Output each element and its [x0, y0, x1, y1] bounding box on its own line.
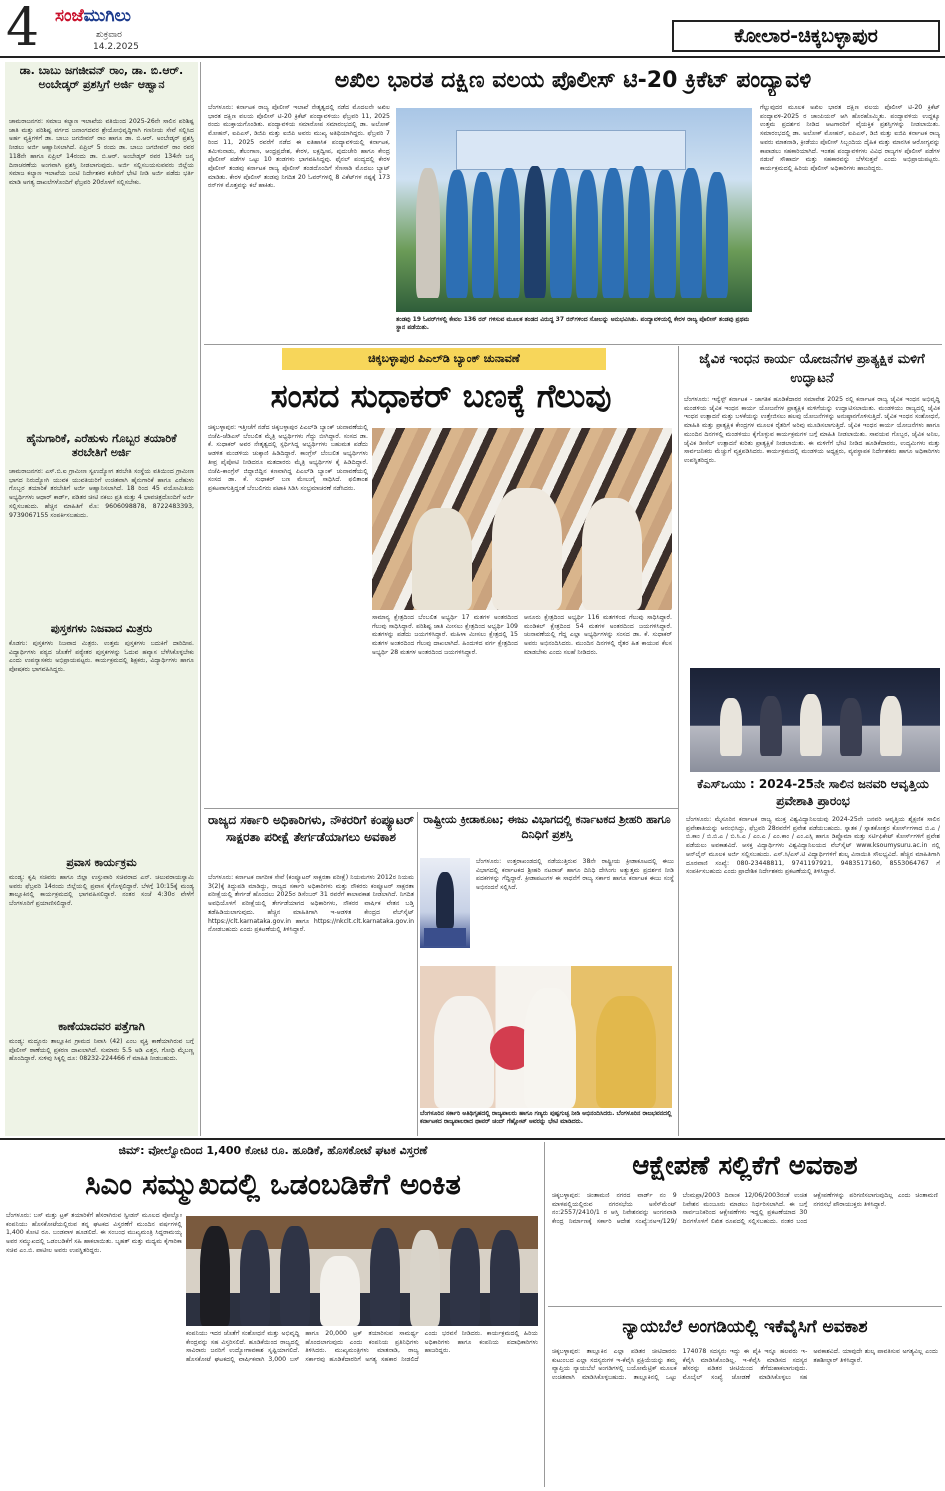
section-divider [204, 344, 942, 345]
cricket-photo-caption: ತಂಡವು 19 ಓವರ್‌ಗಳಲ್ಲಿ ಕೇವಲ 136 ರನ್ ಗಳಿಸುವ ಮೂಲಕ ತಂಡದ ವಿರುದ್ಧ 37 ರನ್‌ಗಳಿಂದ ಸೋಲನ್ನು ಅನುಭವಿಸಿತು. ಪಂದ್ಯಾವಳಿಯಲ್ಲಿ ಕೇರಳ ರಾಜ್ಯ ಪೊಲೀಸ್ ತಂಡವು ಪ್ರಥಮ ಸ್ಥಾನ ಪಡೆಯಿತು. [396, 316, 750, 331]
bank-headline: ಸಂಸದ ಸುಧಾಕರ್ ಬಣಕ್ಕೆ ಗೆಲುವು [270, 377, 612, 415]
ksou-body: ಬೆಂಗಳೂರು: ಮೈಸೂರಿನ ಕರ್ನಾಟಕ ರಾಜ್ಯ ಮುಕ್ತ ವಿಶ್ವವಿದ್ಯಾನಿಲಯವು 2024-25ನೇ ಜನವರಿ ಆವೃತ್ತಿಯ ಶೈಕ್ಷಣಿಕ ಸಾಲಿನ ಪ್ರವೇಶಾತಿಯನ್ನು ಆರಂಭಿಸಿದ್ದು, ಫೆಬ್ರವರಿ 28ರವರೆಗೆ ಪ್ರವೇಶ ಪಡೆಯಬಹುದು. ಸ್ನಾತಕ / ಸ್ನಾತಕೋತ್ತರ ಕೋರ್ಸ್‌ಗಳಾದ ಬಿ.ಎ / ಬಿ.ಕಾಂ / ಬಿ.ಬಿ.ಎ / ಬಿ.ಸಿ.ಎ / ಎಂ.ಎ / ಎಂ.ಕಾಂ / ಎಂ.ಎಸ್ಸಿ ಹಾಗೂ ಡಿಪ್ಲೊಮಾ ಮತ್ತು ಸರ್ಟಿಫಿಕೇಟ್ ಕೋರ್ಸ್‌ಗಳಿಗೆ ಪ್ರವೇಶ ಪಡೆಯಲು ಅವಕಾಶವಿದೆ. ಆಸಕ್ತ ವಿದ್ಯಾರ್ಥಿಗಳು ವಿಶ್ವವಿದ್ಯಾನಿಲಯದ ವೆಬ್‌ಸೈಟ್ www.ksoumysuru.ac.in ನಲ್ಲಿ ಆನ್‌ಲೈನ್ ಮೂಲಕ ಅರ್ಜಿ ಸಲ್ಲಿಸಬಹುದು. ಎಸ್.ಸಿ/ಎಸ್.ಟಿ ವಿದ್ಯಾರ್ಥಿಗಳಿಗೆ ಶುಲ್ಕ ವಿನಾಯಿತಿ ಸೌಲಭ್ಯವಿದೆ. ಹೆಚ್ಚಿನ ಮಾಹಿತಿಗಾಗಿ ದೂರವಾಣಿ ಸಂಖ್ಯೆ: 080-23448811, 9741197921, 9483517160, 8553064767 ಗೆ ಸಂಪರ್ಕಿಸಬಹುದು ಎಂದು ಪ್ರಾದೇಶಿಕ ನಿರ್ದೇಶಕರು ಪ್ರಕಟಣೆಯಲ್ಲಿ ತಿಳಿಸಿದ್ದಾರೆ. [686, 816, 940, 876]
left-story1-body: ಚಾಮರಾಜನಗರ: ಸಮಾಜ ಕಲ್ಯಾಣ ಇಲಾಖೆಯ ವತಿಯಿಂದ 2025-26ನೇ ಸಾಲಿನ ಪರಿಶಿಷ್ಟ ಜಾತಿ ಮತ್ತು ಪರಿಶಿಷ್ಟ ವರ್ಗದ ಜನಾಂಗದವರ ಶ್ರೇಯೋಭಿವೃದ್ಧಿಗಾಗಿ ಗಣನೀಯ ಸೇವೆ ಸಲ್ಲಿಸಿದ ಅರ್ಹ ವ್ಯಕ್ತಿಗಳಿಗೆ ಡಾ. ಬಾಬು ಜಗಜೀವನ್ ರಾಂ ಹಾಗೂ ಡಾ. ಬಿ.ಆರ್. ಅಂಬೇಡ್ಕರ್ ಪ್ರಶಸ್ತಿ ನೀಡಲು ಅರ್ಜಿ ಆಹ್ವಾನಿಸಲಾಗಿದೆ. ಏಪ್ರಿಲ್ 5 ರಂದು ಡಾ. ಬಾಬು ಜಗಜೀವನ್ ರಾಂ ರವರ 118ನೇ ಹಾಗೂ ಏಪ್ರಿಲ್ 14ರಂದು ಡಾ. ಬಿ.ಆರ್. ಅಂಬೇಡ್ಕರ್ ರವರ 134ನೇ ಜನ್ಮ ದಿನಾಚರಣೆಯ ಅಂಗವಾಗಿ ಪ್ರಶಸ್ತಿ ನೀಡಲಾಗುವುದು. ಅರ್ಜಿ ಸಲ್ಲಿಸಬಯಸುವವರು ಜಿಲ್ಲೆಯ ಸಮಾಜ ಕಲ್ಯಾಣ ಇಲಾಖೆಯ ಜಂಟಿ ನಿರ್ದೇಶಕರ ಕಚೇರಿಗೆ ಭೇಟಿ ನೀಡಿ ಅರ್ಜಿ ಪಡೆದು ಭರ್ತಿ ಮಾಡಿ ಅಗತ್ಯ ದಾಖಲೆಗಳೊಂದಿಗೆ ಫೆಬ್ರವರಿ 20ರೊಳಗೆ ಸಲ್ಲಿಸಬೇಕು. [9, 118, 194, 186]
volvo-body-left: ಬೆಂಗಳೂರು: ಬಸ್ ಮತ್ತು ಟ್ರಕ್ ತಯಾರಿಕೆಗೆ ಹೆಸರಾಗಿರುವ ಸ್ವೀಡನ್ ಮೂಲದ ವೋಲ್ವೋ ಕಂಪನಿಯು ಹೊಸಕೋಟೆಯಲ್ಲಿರುವ ತನ್ನ ಘಟಕದ ವಿಸ್ತರಣೆಗೆ ಮುಂದಿನ ವರ್ಷಗಳಲ್ಲಿ 1,400 ಕೋಟಿ ರೂ. ಬಂಡವಾಳ ಹೂಡಲಿದೆ. ಈ ಸಂಬಂಧ ಮುಖ್ಯಮಂತ್ರಿ ಸಿದ್ದರಾಮಯ್ಯ ಅವರ ಸಮ್ಮುಖದಲ್ಲಿ ಒಡಂಬಡಿಕೆಗೆ ಸಹಿ ಹಾಕಲಾಯಿತು. ಬೃಹತ್ ಮತ್ತು ಮಧ್ಯಮ ಕೈಗಾರಿಕಾ ಸಚಿವ ಎಂ.ಬಿ. ಪಾಟೀಲ ಅವರು ಉಪಸ್ಥಿತರಿದ್ದರು. [6, 1212, 182, 1254]
top-story-headline: ಅಖಿಲ ಭಾರತ ದಕ್ಷಿಣ ವಲಯ ಪೊಲೀಸ್ ಟಿ-20 ಕ್ರಿಕೆಟ್ ಪಂದ್ಯಾವಳಿ [334, 68, 812, 93]
governor-photo-caption: ಬೆಂಗಳೂರಿನ ಸರ್ಕಾರಿ ಅತಿಥಿಗೃಹದಲ್ಲಿ ರಾಜ್ಯಪಾಲರು ಹಾಗೂ ಗಣ್ಯರು ಪುಷ್ಪಗುಚ್ಛ ನೀಡಿ ಅಭಿನಂದಿಸಿದರು. ಬೆಂಗಳೂರಿನ ರಾಜಭವನದಲ್ಲಿ ಕರ್ನಾಟಕದ ರಾಜ್ಯಪಾಲರಾದ ಥಾವರ್ ಚಂದ್ ಗೆಹ್ಲೋಟ್ ಅವರನ್ನು ಭೇಟಿ ಮಾಡಿದರು. [420, 1110, 672, 1125]
issue-date: 14.2.2025 [93, 42, 139, 52]
swimming-headline: ರಾಷ್ಟ್ರೀಯ ಕ್ರೀಡಾಕೂಟ; ಈಜು ವಿಭಾಗದಲ್ಲಿ ಕರ್ನಾಟಕದ ಶ್ರೀಹರಿ ಹಾಗೂ ದಿನಿಧಿಗೆ ಪ್ರಶಸ್ತಿ [423, 813, 671, 841]
left-story1-headline: ಡಾ. ಬಾಬು ಜಗಜೀವನ್ ರಾಂ, ಡಾ. ಬಿ.ಆರ್. ಅಂಬೇಡ್ಕರ್ ಪ್ರಶಸ್ತಿಗೆ ಅರ್ಜಿ ಆಹ್ವಾನ [19, 64, 184, 91]
column-divider [544, 1142, 545, 1487]
ration-ekyc-headline: ನ್ಯಾಯಬೆಲೆ ಅಂಗಡಿಯಲ್ಲಿ ಇಕೆವೈಸಿಗೆ ಅವಕಾಶ [622, 1317, 868, 1337]
newspaper-name-part1: ಸಂಜೆ [55, 6, 84, 26]
left-story3-body: ಕೊಡಗು: ಪುಸ್ತಕಗಳು ನಿಜವಾದ ಮಿತ್ರರು. ಉತ್ತಮ ಪುಸ್ತಕಗಳು ಬದುಕಿಗೆ ದಾರಿದೀಪ. ವಿದ್ಯಾರ್ಥಿಗಳು ಪಠ್ಯದ ಜೊತೆಗೆ ಪಠ್ಯೇತರ ಪುಸ್ತಕಗಳನ್ನು ಓದುವ ಹವ್ಯಾಸ ಬೆಳೆಸಿಕೊಳ್ಳಬೇಕು ಎಂದು ಉಪನ್ಯಾಸಕರು ಅಭಿಪ್ರಾಯಪಟ್ಟರು. ಕಾರ್ಯಕ್ರಮದಲ್ಲಿ ಶಿಕ್ಷಕರು, ವಿದ್ಯಾರ್ಥಿಗಳು ಹಾಗೂ ಪೋಷಕರು ಭಾಗವಹಿಸಿದ್ದರು. [9, 640, 194, 674]
ration-ekyc-body: ಚಿಕ್ಕಬಳ್ಳಾಪುರ: ತಾಲ್ಲೂಕಿನ ಎಲ್ಲಾ ಪಡಿತರ ಚೀಟಿದಾರರು ಕುಟುಂಬದ ಎಲ್ಲಾ ಸದಸ್ಯರುಗಳ ಇ-ಕೆವೈಸಿ ಪ್ರಕ್ರಿಯೆಯನ್ನು ತಮ್ಮ ವ್ಯಾಪ್ತಿಯ ನ್ಯಾಯಬೆಲೆ ಅಂಗಡಿಗಳಲ್ಲಿ ಬಯೋಮೆಟ್ರಿಕ್ ಮೂಲಕ ಉಚಿತವಾಗಿ ಮಾಡಿಸಿಕೊಳ್ಳಬಹುದು. ತಾಲ್ಲೂಕಿನಲ್ಲಿ ಒಟ್ಟು 174078 ಸದಸ್ಯರು ಇದ್ದು ಈ ಪೈಕಿ ಇನ್ನೂ ಹಲವರು ಇ-ಕೆವೈಸಿ ಮಾಡಿಸಿಕೊಂಡಿಲ್ಲ. ಇ-ಕೆವೈಸಿ ಮಾಡಿಸದ ಸದಸ್ಯರ ಹೆಸರನ್ನು ಪಡಿತರ ಚೀಟಿಯಿಂದ ತೆಗೆದುಹಾಕಲಾಗುವುದು. ಮೊಬೈಲ್ ಸಂಖ್ಯೆ ಜೋಡಣೆ ಮಾಡಿಸಿಕೊಳ್ಳಲು ಸಹ ಅವಕಾಶವಿದೆ. ಯಾವುದೇ ಶುಲ್ಕ ಪಾವತಿಸುವ ಅಗತ್ಯವಿಲ್ಲ ಎಂದು ತಹಶೀಲ್ದಾರ್ ತಿಳಿಸಿದ್ದಾರೆ. [552, 1348, 938, 1382]
issue-day: ಶುಕ್ರವಾರ [96, 30, 122, 40]
column-divider [417, 812, 418, 1136]
left-story2-headline: ಹೈನುಗಾರಿಕೆ, ಎರೆಹುಳು ಗೊಬ್ಬರ ತಯಾರಿಕೆ ತರಬೇತಿಗೆ ಅರ್ಜಿ [26, 432, 177, 459]
cricket-team-photo [396, 108, 752, 312]
left-story5-headline: ಕಾಣೆಯಾದವರ ಪತ್ತೆಗಾಗಿ [58, 1020, 145, 1033]
region-banner: ಕೋಲಾರ-ಚಿಕ್ಕಬಳ್ಳಾಪುರ [672, 20, 940, 52]
swimming-body: ಬೆಂಗಳೂರು: ಉತ್ತರಾಖಂಡದಲ್ಲಿ ನಡೆಯುತ್ತಿರುವ 38ನೇ ರಾಷ್ಟ್ರೀಯ ಕ್ರೀಡಾಕೂಟದಲ್ಲಿ ಈಜು ವಿಭಾಗದಲ್ಲಿ ಕರ್ನಾಟಕದ ಶ್ರೀಹರಿ ನಟರಾಜ್ ಹಾಗೂ ದಿನಿಧಿ ದೇಸಿಂಗು ಅತ್ಯುತ್ತಮ ಪ್ರದರ್ಶನ ನೀಡಿ ಪದಕಗಳನ್ನು ಗೆದ್ದಿದ್ದಾರೆ. ಕ್ರೀಡಾಪಟುಗಳ ಈ ಸಾಧನೆಗೆ ರಾಜ್ಯ ಸರ್ಕಾರ ಹಾಗೂ ಕರ್ನಾಟಕ ಈಜು ಸಂಸ್ಥೆ ಅಭಿನಂದನೆ ಸಲ್ಲಿಸಿದೆ. [476, 858, 674, 892]
governor-meeting-photo [420, 966, 672, 1108]
computer-literacy-body: ಬೆಂಗಳೂರು: ಕರ್ನಾಟಕ ನಾಗರೀಕ ಸೇವೆ (ಕಂಪ್ಯೂಟರ್ ಸಾಕ್ಷರತಾ ಪರೀಕ್ಷೆ) ನಿಯಮಗಳು 2012ರ ನಿಯಮ 3(2)ಕ್ಕೆ ತಿದ್ದುಪಡಿ ಮಾಡಿದ್ದು, ರಾಜ್ಯದ ಸರ್ಕಾರಿ ಅಧಿಕಾರಿಗಳು ಮತ್ತು ನೌಕರರು ಕಂಪ್ಯೂಟರ್ ಸಾಕ್ಷರತಾ ಪರೀಕ್ಷೆಯಲ್ಲಿ ತೇರ್ಗಡೆ ಹೊಂದಲು 2025ರ ಡಿಸೆಂಬರ್ 31 ರವರೆಗೆ ಕಾಲಾವಕಾಶ ನೀಡಲಾಗಿದೆ. ನಿಗದಿತ ಅವಧಿಯೊಳಗೆ ಪರೀಕ್ಷೆಯಲ್ಲಿ ತೇರ್ಗಡೆಯಾಗದ ಅಧಿಕಾರಿಗಳು, ನೌಕರರ ವಾರ್ಷಿಕ ವೇತನ ಬಡ್ತಿ ತಡೆಹಿಡಿಯಲಾಗುವುದು. ಹೆಚ್ಚಿನ ಮಾಹಿತಿಗಾಗಿ ಇ-ಆಡಳಿತ ಕೇಂದ್ರದ ವೆಬ್‌ಸೈಟ್ https://clt.karnataka.gov.in ಹಾಗೂ https://nkclt.clt.karnataka.gov.in ನೋಡಬಹುದು ಎಂದು ಪ್ರಕಟಣೆಯಲ್ಲಿ ತಿಳಿಸಿದ್ದಾರೆ. [208, 874, 414, 934]
page-section-divider [0, 1138, 945, 1140]
newspaper-name [55, 6, 131, 26]
volvo-kicker: ಜಿಮ್: ವೋಲ್ವೋದಿಂದ 1,400 ಕೋಟಿ ರೂ. ಹೂಡಿಕೆ, ಹೊಸಕೋಟೆ ಘಟಕ ವಿಸ್ತರಣೆ [118, 1144, 428, 1157]
biofuel-inauguration-photo [690, 668, 940, 772]
left-story5-body: ಮಂಡ್ಯ: ಮದ್ದೂರು ತಾಲ್ಲೂಕಿನ ಗ್ರಾಮದ ನಿವಾಸಿ (42) ಎಂಬ ವ್ಯಕ್ತಿ ಕಾಣೆಯಾಗಿರುವ ಬಗ್ಗೆ ಪೊಲೀಸ್ ಠಾಣೆಯಲ್ಲಿ ಪ್ರಕರಣ ದಾಖಲಾಗಿದೆ. ಸುಮಾರು 5.5 ಅಡಿ ಎತ್ತರ, ಗೋಧಿ ಮೈಬಣ್ಣ ಹೊಂದಿದ್ದಾರೆ. ಸುಳಿವು ಸಿಕ್ಕಲ್ಲಿ ದೂ: 08232-224466 ಗೆ ಮಾಹಿತಿ ನೀಡಬಹುದು. [9, 1038, 194, 1063]
bank-body-left: ಚಿಕ್ಕಬಳ್ಳಾಪುರ: ಇತ್ತೀಚೆಗೆ ನಡೆದ ಚಿಕ್ಕಬಳ್ಳಾಪುರ ಪಿಎಲ್‌ಡಿ ಬ್ಯಾಂಕ್ ಚುನಾವಣೆಯಲ್ಲಿ ಬಿಜೆಪಿ-ಜೆಡಿಎಸ್ ಬೆಂಬಲಿತ ಮೈತ್ರಿ ಅಭ್ಯರ್ಥಿಗಳು ಗೆದ್ದು ಬೀಗಿದ್ದಾರೆ. ಸಂಸದ ಡಾ. ಕೆ. ಸುಧಾಕರ್ ಅವರ ನೇತೃತ್ವದಲ್ಲಿ ಸ್ಪರ್ಧಿಸಿದ್ದ ಅಭ್ಯರ್ಥಿಗಳು ಬಹುಮತ ಪಡೆದು ಆಡಳಿತ ಮಂಡಳಿಯ ಚುಕ್ಕಾಣಿ ಹಿಡಿದಿದ್ದಾರೆ. ಕಾಂಗ್ರೆಸ್ ಬೆಂಬಲಿತ ಅಭ್ಯರ್ಥಿಗಳು ತೀವ್ರ ಪೈಪೋಟಿ ನೀಡಿದರೂ ಮತದಾರರು ಮೈತ್ರಿ ಅಭ್ಯರ್ಥಿಗಳ ಕೈ ಹಿಡಿದಿದ್ದಾರೆ. ಬಿಜೆಪಿ-ಕಾಂಗ್ರೆಸ್ ಜಿದ್ದಾಜಿದ್ದಿನ ಕಣವಾಗಿದ್ದ ಪಿಎಲ್‌ಡಿ ಬ್ಯಾಂಕ್ ಚುನಾವಣೆಯಲ್ಲಿ ಸಂಸದ ಡಾ. ಕೆ. ಸುಧಾಕರ್ ಬಣ ಮೇಲುಗೈ ಸಾಧಿಸಿದೆ. ಫಲಿತಾಂಶ ಪ್ರಕಟವಾಗುತ್ತಿದ್ದಂತೆ ಬೆಂಬಲಿಗರು ಪಟಾಕಿ ಸಿಡಿಸಿ ಸಂಭ್ರಮಾಚರಣೆ ನಡೆಸಿದರು. [208, 424, 368, 492]
section-divider [548, 1306, 942, 1307]
page-number: 4 [6, 0, 40, 58]
objection-body: ಚಿಕ್ಕಬಳ್ಳಾಪುರ: ಚಿಂತಾಮಣಿ ನಗರದ ವಾರ್ಡ್ ನಂ 9 ಮಾಳಪಲ್ಲಿಯಲ್ಲಿರುವ ನಗರಸಭೆಯ ಅಸೆಸ್‌ಮೆಂಟ್ ನಂ:2557/2410/1 ರ ಆಸ್ತಿ ನಿವೇಶನವನ್ನು ಅಂಗನವಾಡಿ ಕೇಂದ್ರ ನಿರ್ಮಾಣಕ್ಕೆ ಸರ್ಕಾರಿ ಆದೇಶ ಸಂಖ್ಯೆ:ನಅಇ/129/ಬೆಂಮಪ್ರಾ/2003 ದಿನಾಂಕ 12/06/2003ರಂತೆ ಉಚಿತ ನಿವೇಶನ ಮಂಜೂರು ಮಾಡಲು ನಿರ್ಧರಿಸಲಾಗಿದೆ. ಈ ಬಗ್ಗೆ ಸಾರ್ವಜನಿಕರಿಂದ ಆಕ್ಷೇಪಣೆಗಳು ಇದ್ದಲ್ಲಿ ಪ್ರಕಟಣೆಯಾದ 30 ದಿನಗಳೊಳಗೆ ಲಿಖಿತ ರೂಪದಲ್ಲಿ ಸಲ್ಲಿಸಬಹುದು. ನಂತರ ಬಂದ ಆಕ್ಷೇಪಣೆಗಳನ್ನು ಪರಿಗಣಿಸಲಾಗುವುದಿಲ್ಲ ಎಂದು ಚಿಂತಾಮಣಿ ನಗರಸಭೆ ಪೌರಾಯುಕ್ತರು ತಿಳಿಸಿದ್ದಾರೆ. [552, 1192, 938, 1226]
ksou-headline: ಕೆಎಸ್‌ಒಯು : 2024-25ನೇ ಸಾಲಿನ ಜನವರಿ ಆವೃತ್ತಿಯ ಪ್ರವೇಶಾತಿ ಪ್ರಾರಂಭ [697, 777, 929, 808]
bank-celebration-photo [372, 428, 672, 610]
left-story2-body: ಚಾಮರಾಜನಗರ: ಎಸ್.ಬಿ.ಐ ಗ್ರಾಮೀಣ ಸ್ವಉದ್ಯೋಗ ತರಬೇತಿ ಸಂಸ್ಥೆಯ ವತಿಯಿಂದ ಗ್ರಾಮೀಣ ಭಾಗದ ನಿರುದ್ಯೋಗಿ ಯುವಕ ಯುವತಿಯರಿಗೆ ಉಚಿತವಾಗಿ ಹೈನುಗಾರಿಕೆ ಹಾಗೂ ಎರೆಹುಳು ಗೊಬ್ಬರ ತಯಾರಿಕೆ ತರಬೇತಿಗೆ ಅರ್ಜಿ ಆಹ್ವಾನಿಸಲಾಗಿದೆ. 18 ರಿಂದ 45 ವಯೋಮಿತಿಯ ಅಭ್ಯರ್ಥಿಗಳು ಆಧಾರ್ ಕಾರ್ಡ್, ಪಡಿತರ ಚೀಟಿ ನಕಲು ಪ್ರತಿ ಮತ್ತು 4 ಭಾವಚಿತ್ರದೊಂದಿಗೆ ಅರ್ಜಿ ಸಲ್ಲಿಸಬಹುದು. ಹೆಚ್ಚಿನ ಮಾಹಿತಿಗೆ ಮೊ: 9606098878, 8722483393, 9739067155 ಸಂಪರ್ಕಿಸಬಹುದು. [9, 468, 194, 519]
section-divider [204, 808, 678, 809]
newspaper-name-part2: ಮುಗಿಲು [83, 6, 131, 26]
biofuel-body: ಬೆಂಗಳೂರು: ಇನ್ವೆಸ್ಟ್ ಕರ್ನಾಟಕ - ಜಾಗತಿಕ ಹೂಡಿಕೆದಾರರ ಸಮಾವೇಶ 2025 ರಲ್ಲಿ ಕರ್ನಾಟಕ ರಾಜ್ಯ ಜೈವಿಕ ಇಂಧನ ಅಭಿವೃದ್ಧಿ ಮಂಡಳಿಯ ಜೈವಿಕ ಇಂಧನ ಕಾರ್ಯ ಯೋಜನೆಗಳ ಪ್ರಾತ್ಯಕ್ಷಿಕ ಮಳಿಗೆಯನ್ನು ಉದ್ಘಾಟಿಸಲಾಯಿತು. ಮಂಡಳಿಯು ರಾಜ್ಯದಲ್ಲಿ ಜೈವಿಕ ಇಂಧನ ಉತ್ಪಾದನೆ ಮತ್ತು ಬಳಕೆಯನ್ನು ಉತ್ತೇಜಿಸಲು ಹಲವು ಯೋಜನೆಗಳನ್ನು ಅನುಷ್ಠಾನಗೊಳಿಸುತ್ತಿದೆ. ಜೈವಿಕ ಇಂಧನ ಸಂಶೋಧನೆ, ಮಾಹಿತಿ ಮತ್ತು ಪ್ರಾತ್ಯಕ್ಷಿಕ ಕೇಂದ್ರಗಳ ಮೂಲಕ ರೈತರಿಗೆ ಅರಿವು ಮೂಡಿಸಲಾಗುತ್ತಿದೆ. ಜೈವಿಕ ಇಂಧನ ಕಾರ್ಯ ಯೋಜನೆಗಳು ಹಾಗೂ ಮುಂದಿನ ದಿನಗಳಲ್ಲಿ ಮಂಡಳಿಯು ಕೈಗೊಳ್ಳುವ ಕಾರ್ಯಕ್ರಮಗಳ ಬಗ್ಗೆ ಮಾಹಿತಿ ನೀಡಲಾಯಿತು. ಸಾವಯವ ಗೊಬ್ಬರ, ಜೈವಿಕ ಅನಿಲ, ಜೈವಿಕ ಡೀಸೆಲ್ ಉತ್ಪಾದನೆ ಕುರಿತು ಪ್ರಾತ್ಯಕ್ಷಿಕೆ ನೀಡಲಾಯಿತು. ಈ ಮಳಿಗೆಗೆ ಭೇಟಿ ನೀಡಿದ ಹೂಡಿಕೆದಾರರು, ಉದ್ಯಮಿಗಳು ಮತ್ತು ಸಾರ್ವಜನಿಕರು ಮೆಚ್ಚುಗೆ ವ್ಯಕ್ತಪಡಿಸಿದರು. ಕಾರ್ಯಕ್ರಮದಲ್ಲಿ ಮಂಡಳಿಯ ಅಧ್ಯಕ್ಷರು, ವ್ಯವಸ್ಥಾಪಕ ನಿರ್ದೇಶಕರು ಹಾಗೂ ಅಧಿಕಾರಿಗಳು ಉಪಸ್ಥಿತರಿದ್ದರು. [684, 396, 940, 464]
volvo-body-rest: ಕಂಪನಿಯು ಇದರ ಜೊತೆಗೆ ಸಂಶೋಧನೆ ಮತ್ತು ಅಭಿವೃದ್ಧಿ ಕೇಂದ್ರವನ್ನು ಸಹ ವಿಸ್ತರಿಸಲಿದೆ. ಹೂಡಿಕೆಯಿಂದ ರಾಜ್ಯದಲ್ಲಿ ಸಾವಿರಾರು ಜನರಿಗೆ ಉದ್ಯೋಗಾವಕಾಶ ಸೃಷ್ಟಿಯಾಗಲಿದೆ. ಹೊಸಕೋಟೆ ಘಟಕದಲ್ಲಿ ವಾರ್ಷಿಕವಾಗಿ 3,000 ಬಸ್ ಹಾಗೂ 20,000 ಟ್ರಕ್ ತಯಾರಿಸುವ ಸಾಮರ್ಥ್ಯ ಹೊಂದಲಾಗುವುದು ಎಂದು ಕಂಪನಿಯ ಪ್ರತಿನಿಧಿಗಳು ತಿಳಿಸಿದರು. ಮುಖ್ಯಮಂತ್ರಿಗಳು ಮಾತನಾಡಿ, ರಾಜ್ಯ ಸರ್ಕಾರವು ಹೂಡಿಕೆದಾರರಿಗೆ ಅಗತ್ಯ ಸಹಕಾರ ನೀಡಲಿದೆ ಎಂದು ಭರವಸೆ ನೀಡಿದರು. ಕಾರ್ಯಕ್ರಮದಲ್ಲಿ ಹಿರಿಯ ಅಧಿಕಾರಿಗಳು ಹಾಗೂ ಕಂಪನಿಯ ಪದಾಧಿಕಾರಿಗಳು ಹಾಜರಿದ್ದರು. [186, 1330, 538, 1364]
volvo-mou-signing-photo [186, 1216, 538, 1326]
biofuel-headline: ಜೈವಿಕ ಇಂಧನ ಕಾರ್ಯ ಯೋಜನೆಗಳ ಪ್ರಾತ್ಯಕ್ಷಿಕ ಮಳಿಗೆ ಉದ್ಘಾಟನೆ [699, 352, 925, 386]
bank-body-mid: ಸಾಮಾನ್ಯ ಕ್ಷೇತ್ರದಿಂದ ಬೆಂಬಲಿತ ಅಭ್ಯರ್ಥಿ 17 ಮತಗಳ ಅಂತರದಿಂದ ಗೆಲುವು ಸಾಧಿಸಿದ್ದಾರೆ. ಪರಿಶಿಷ್ಟ ಜಾತಿ ಮೀಸಲು ಕ್ಷೇತ್ರದಿಂದ ಅಭ್ಯರ್ಥಿ 109 ಮತಗಳನ್ನು ಪಡೆದು ಜಯಗಳಿಸಿದ್ದಾರೆ. ಮಹಿಳಾ ಮೀಸಲು ಕ್ಷೇತ್ರದಲ್ಲಿ 15 ಮತಗಳ ಅಂತರದಿಂದ ಗೆಲುವು ದಾಖಲಾಗಿದೆ. ಹಿಂದುಳಿದ ವರ್ಗ ಕ್ಷೇತ್ರದಿಂದ ಅಭ್ಯರ್ಥಿ 28 ಮತಗಳ ಅಂತರದಿಂದ ಜಯಗಳಿಸಿದ್ದಾರೆ. [372, 614, 518, 656]
bank-kicker: ಚಿಕ್ಕಬಳ್ಳಾಪುರ ಪಿಎಲ್‌ಡಿ ಬ್ಯಾಂಕ್ ಚುನಾವಣೆ [282, 348, 606, 370]
masthead [0, 0, 945, 58]
column-divider [678, 346, 679, 1136]
objection-headline: ಆಕ್ಷೇಪಣೆ ಸಲ್ಲಿಕೆಗೆ ಅವಕಾಶ [632, 1151, 858, 1181]
top-story-body-left: ಬೆಂಗಳೂರು: ಕರ್ನಾಟಕ ರಾಜ್ಯ ಪೊಲೀಸ್ ಇಲಾಖೆ ನೇತೃತ್ವದಲ್ಲಿ ನಡೆದ ಮೊದಲನೇ ಅಖಿಲ ಭಾರತ ದಕ್ಷಿಣ ವಲಯ ಪೊಲೀಸ್ ಟಿ-20 ಕ್ರಿಕೆಟ್ ಪಂದ್ಯಾವಳಿಯು ಫೆಬ್ರವರಿ 11, 2025 ರಂದು ಮುಕ್ತಾಯಗೊಂಡಿತು. ಪಂದ್ಯಾವಳಿಯ ಸಮಾರೋಪ ಸಮಾರಂಭದಲ್ಲಿ ಡಾ. ಅಲೋಕ್ ಮೋಹನ್, ಐಪಿಎಸ್, ಡಿಜಿಪಿ ಮತ್ತು ಐಜಿಪಿ ಅವರು ಮುಖ್ಯ ಅತಿಥಿಯಾಗಿದ್ದರು. ಫೆಬ್ರವರಿ 7 ರಿಂದ 11, 2025 ರವರೆಗೆ ನಡೆದ ಈ ಐತಿಹಾಸಿಕ ಪಂದ್ಯಾವಳಿಯಲ್ಲಿ ಕರ್ನಾಟಕ, ತಮಿಳುನಾಡು, ತೆಲಂಗಾಣ, ಆಂಧ್ರಪ್ರದೇಶ, ಕೇರಳ, ಲಕ್ಷದ್ವೀಪ, ಪುದುಚೇರಿ ಹಾಗೂ ಕೇಂದ್ರ ಪೊಲೀಸ್ ಪಡೆಗಳ ಒಟ್ಟು 10 ತಂಡಗಳು ಭಾಗವಹಿಸಿದ್ದವು. ಫೈನಲ್ ಪಂದ್ಯದಲ್ಲಿ ಕೇರಳ ಪೊಲೀಸ್ ತಂಡವು ಕರ್ನಾಟಕ ರಾಜ್ಯ ಪೊಲೀಸ್ ತಂಡದೊಂದಿಗೆ ಸೆಣಸಾಡಿ ಮೊದಲು ಬ್ಯಾಟ್ ಮಾಡಿತು. ಕೇರಳ ಪೊಲೀಸ್ ತಂಡವು ನಿಗದಿತ 20 ಓವರ್‌ಗಳಲ್ಲಿ 8 ವಿಕೆಟ್‌ಗಳ ನಷ್ಟಕ್ಕೆ 173 ರನ್‌ಗಳ ಮೊತ್ತವನ್ನು ಕಲೆ ಹಾಕಿತು. [208, 104, 390, 190]
bank-body-right: ಆನೂರು ಕ್ಷೇತ್ರದಿಂದ ಅಭ್ಯರ್ಥಿ 116 ಮತಗಳಿಂದ ಗೆಲುವು ಸಾಧಿಸಿದ್ದಾರೆ. ಮಂಡಿಕಲ್ ಕ್ಷೇತ್ರದಿಂದ 54 ಮತಗಳ ಅಂತರದಿಂದ ಜಯಗಳಿಸಿದ್ದಾರೆ. ಚುನಾವಣೆಯಲ್ಲಿ ಗೆದ್ದ ಎಲ್ಲಾ ಅಭ್ಯರ್ಥಿಗಳನ್ನು ಸಂಸದ ಡಾ. ಕೆ. ಸುಧಾಕರ್ ಅವರು ಅಭಿನಂದಿಸಿದರು. ಮುಂದಿನ ದಿನಗಳಲ್ಲಿ ರೈತರ ಹಿತ ಕಾಯುವ ಕೆಲಸ ಮಾಡಬೇಕು ಎಂದು ಸಲಹೆ ನೀಡಿದರು. [524, 614, 672, 656]
left-story4-headline: ಪ್ರವಾಸ ಕಾರ್ಯಕ್ರಮ [66, 856, 137, 869]
column-divider [200, 62, 201, 1136]
left-story3-headline: ಪುಸ್ತಕಗಳು ನಿಜವಾದ ಮಿತ್ರರು [50, 622, 153, 635]
swimmer-podium-photo [420, 858, 470, 948]
top-story-body-right: ಗೆಲ್ಲುವುದರ ಮೂಲಕ ಅಖಿಲ ಭಾರತ ದಕ್ಷಿಣ ವಲಯ ಪೊಲೀಸ್ ಟಿ-20 ಕ್ರಿಕೆಟ್ ಪಂದ್ಯಾವಳಿ-2025 ರ ಚಾಂಪಿಯನ್ ಆಗಿ ಹೊರಹೊಮ್ಮಿತು. ಪಂದ್ಯಾವಳಿಯ ಉದ್ದಕ್ಕೂ ಉತ್ತಮ ಪ್ರದರ್ಶನ ನೀಡಿದ ಆಟಗಾರರಿಗೆ ವೈಯಕ್ತಿಕ ಪ್ರಶಸ್ತಿಗಳನ್ನು ನೀಡಲಾಯಿತು. ಸಮಾರಂಭದಲ್ಲಿ ಡಾ. ಅಲೋಕ್ ಮೋಹನ್, ಐಪಿಎಸ್, ಡಿಜಿ ಮತ್ತು ಐಜಿಪಿ ಕರ್ನಾಟಕ ರಾಜ್ಯ ಅವರು ಮಾತನಾಡಿ, ಕ್ರೀಡೆಯು ಪೊಲೀಸ್ ಸಿಬ್ಬಂದಿಯ ದೈಹಿಕ ಮತ್ತು ಮಾನಸಿಕ ಆರೋಗ್ಯವನ್ನು ಕಾಪಾಡಲು ಸಹಕಾರಿಯಾಗಿದೆ. ಇಂತಹ ಪಂದ್ಯಾವಳಿಗಳು ವಿವಿಧ ರಾಜ್ಯಗಳ ಪೊಲೀಸ್ ಪಡೆಗಳ ನಡುವೆ ಸೌಹಾರ್ದ ಮತ್ತು ಸಹಕಾರವನ್ನು ಬೆಳೆಸುತ್ತವೆ ಎಂದು ಅಭಿಪ್ರಾಯಪಟ್ಟರು. ಕಾರ್ಯಕ್ರಮದಲ್ಲಿ ಹಿರಿಯ ಪೊಲೀಸ್ ಅಧಿಕಾರಿಗಳು ಹಾಜರಿದ್ದರು. [760, 104, 940, 172]
left-story4-body: ಮಂಡ್ಯ: ಕೃಷಿ ಸಚಿವರು ಹಾಗೂ ಜಿಲ್ಲಾ ಉಸ್ತುವಾರಿ ಸಚಿವರಾದ ಎನ್. ಚಲುವರಾಯಸ್ವಾಮಿ ಅವರು ಫೆಬ್ರವರಿ 14ರಂದು ಜಿಲ್ಲೆಯಲ್ಲಿ ಪ್ರವಾಸ ಕೈಗೊಳ್ಳಲಿದ್ದಾರೆ. ಬೆಳಗ್ಗೆ 10:15ಕ್ಕೆ ಮಂಡ್ಯ ತಾಲ್ಲೂಕಿನಲ್ಲಿ ಕಾರ್ಯಕ್ರಮದಲ್ಲಿ ಭಾಗವಹಿಸಲಿದ್ದಾರೆ. ನಂತರ ಸಂಜೆ 4:30ರ ವೇಳೆಗೆ ಬೆಂಗಳೂರಿಗೆ ಪ್ರಯಾಣಿಸಲಿದ್ದಾರೆ. [9, 874, 194, 908]
left-column [5, 62, 198, 1136]
computer-literacy-headline: ರಾಜ್ಯದ ಸರ್ಕಾರಿ ಅಧಿಕಾರಿಗಳು, ನೌಕರರಿಗೆ ಕಂಪ್ಯೂಟರ್ ಸಾಕ್ಷರತಾ ಪರೀಕ್ಷೆ ತೇರ್ಗಡೆಯಾಗಲು ಅವಕಾಶ [208, 813, 414, 844]
volvo-headline: ಸಿಎಂ ಸಮ್ಮುಖದಲ್ಲಿ ಒಡಂಬಡಿಕೆಗೆ ಅಂಕಿತ [85, 1167, 461, 1201]
